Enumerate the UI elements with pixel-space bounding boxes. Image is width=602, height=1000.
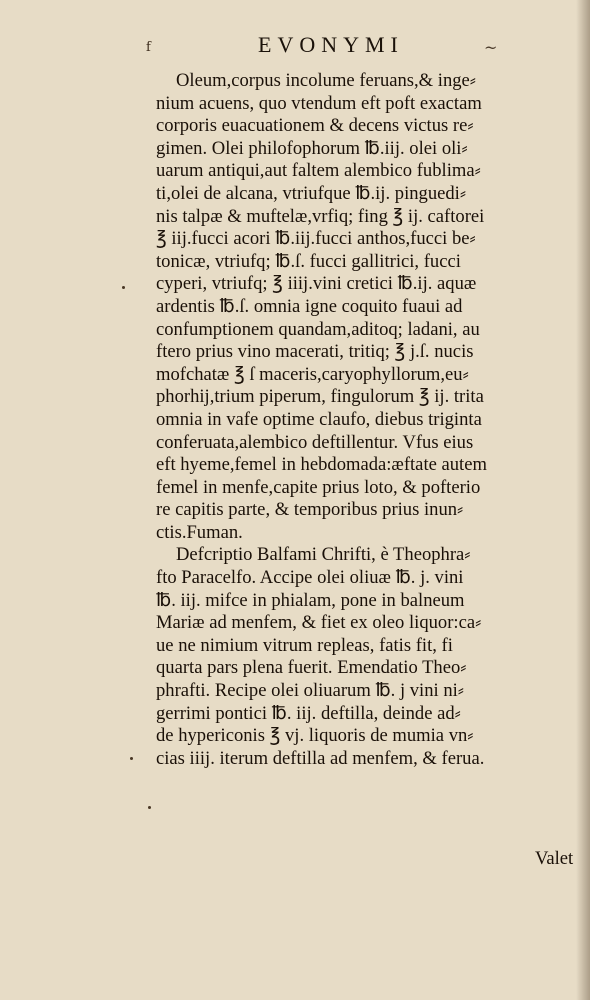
text-line: ℔. iij. mifce in phialam, pone in balneum [156, 589, 465, 611]
text-line: nium acuens, quo vtendum eft poft exactam [156, 92, 482, 114]
text-line: gimen. Olei philofophorum ℔.iij. olei oli⸗ [156, 137, 468, 159]
text-line: ti,olei de alcana, vtriufque ℔.ij. pinguedi⸗ [156, 182, 467, 204]
text-line: phrafti. Recipe olei oliuarum ℔. j vini ni⸗ [156, 680, 464, 702]
text-line: corporis euacuationem & decens victus re⸗ [156, 115, 474, 137]
text-line: nis talpæ & muftelæ,vrfiq; fing ℥ ij. caftorei [156, 205, 485, 227]
running-head: EVONYMI [258, 32, 404, 57]
body-text [156, 70, 590, 770]
text-line: conferuata,alembico deftillentur. Vfus eius [156, 431, 474, 453]
text-line: mofchatæ ℥ ſ maceris,caryophyllorum,eu⸗ [156, 363, 469, 385]
text-line: ℥ iij.fucci acori ℔.iij.fucci anthos,fucci be⸗ [156, 228, 476, 250]
text-line: Oleum,corpus incolume feruans,& inge⸗ [176, 70, 476, 91]
text-line: uarum antiqui,aut faltem alembico fublima⸗ [156, 160, 481, 182]
text-line: confumptionem quandam,aditoq; ladani, au [156, 318, 480, 340]
text-line: Defcriptio Balfami Chrifti, è Theophra⸗ [176, 544, 471, 566]
text-line: omnia in vafe optime claufo, diebus triginta [156, 408, 482, 430]
paper-speck [122, 286, 125, 289]
text-line: ftero prius vino macerati, tritiq; ℥ j.ſ. nucis [156, 341, 474, 363]
text-line: tonicæ, vtriufq; ℔.ſ. fucci gallitrici, fucci [156, 250, 461, 272]
text-line: fto Paracelfo. Accipe olei oliuæ ℔. j. vini [156, 567, 464, 589]
text-line: de hypericonis ℥ vj. liquoris de mumia vn⸗ [156, 725, 474, 747]
running-head-mark: ~ [484, 38, 498, 57]
text-line: eft hyeme,femel in hebdomada:æftate autem [156, 454, 487, 476]
text-line: cyperi, vtriufq; ℥ iiij.vini cretici ℔.ij. aquæ [156, 273, 477, 295]
folio-mark: f [146, 40, 151, 55]
paper-speck [148, 806, 151, 809]
text-line: Mariæ ad menfem, & fiet ex oleo liquor:ca⸗ [156, 612, 482, 634]
text-line: quarta pars plena fuerit. Emendatio Theo⸗ [156, 657, 467, 679]
paper-speck [130, 757, 133, 760]
text-line: re capitis parte, & temporibus prius inun⸗ [156, 499, 464, 521]
text-line: femel in menfe,capite prius loto, & pofterio [156, 476, 481, 498]
scan-margin [590, 0, 602, 1000]
text-line: ue ne nimium vitrum repleas, fatis fit, fi [156, 634, 453, 656]
catchword: Valet [535, 848, 574, 869]
text-line: gerrimi pontici ℔. iij. deftilla, deinde ad⸗ [156, 702, 461, 724]
text-line: ctis.Fuman. [156, 521, 243, 543]
text-line: ardentis ℔.ſ. omnia igne coquito fuaui ad [156, 295, 463, 317]
text-line: phorhij,trium piperum, fingulorum ℥ ij. trita [156, 386, 484, 408]
text-line: cias iiij. iterum deftilla ad menfem, & ferua. [156, 747, 485, 769]
